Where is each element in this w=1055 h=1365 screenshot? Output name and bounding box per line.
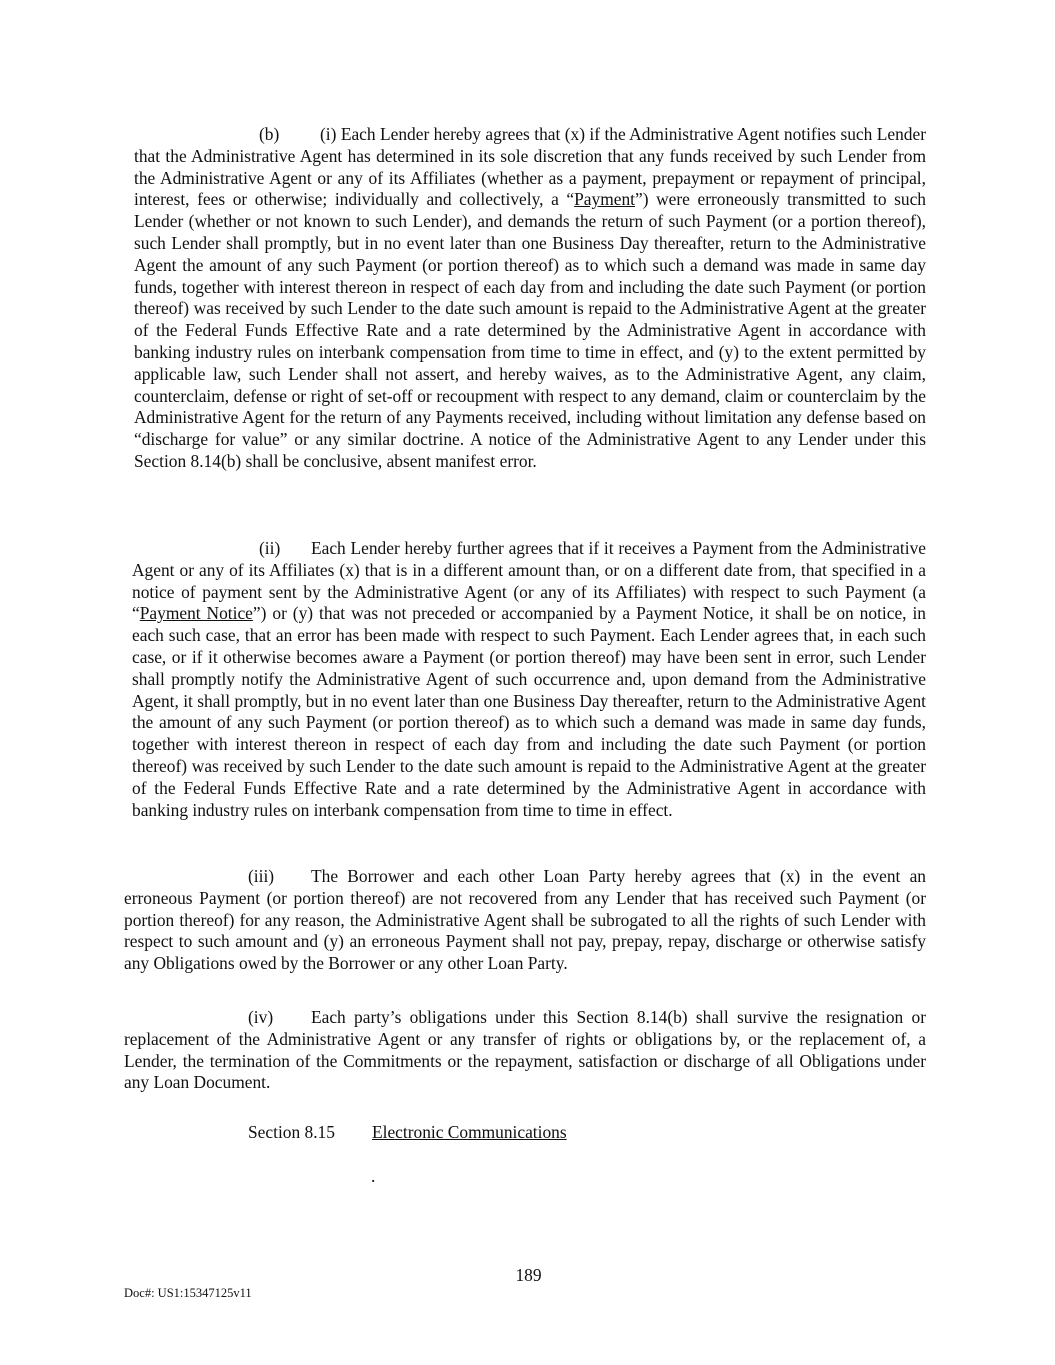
page-number: 189	[515, 1265, 542, 1285]
defined-term-payment-notice: Payment Notice	[139, 603, 253, 624]
paragraph-iii-label: (iii)	[248, 866, 275, 886]
paragraph-ii-text-part2: ”) or (y) that was not preceded or accompanied by a Payment Notice, it shall be on notice, in each such case, that an error has been made with respect to such Payment. Each Lender agrees that, in each such case, or if it otherwise becomes aware a Payment (or portion thereof) may have been sent in error, such Lender shall promptly notify the Administrative Agent of such occurrence and, upon demand from the Administrative Agent, it shall promptly, but in no event later than one Business Day thereafter, return to the Administrative Agent the amount of any such Payment (or portion thereof) as to which such a demand was made in same day funds, together with interest thereon in respect of each day from and including the date such Payment (or portion thereof) was received by such Lender to the date such amount is repaid to the Administrative Agent at the greater of the Federal Funds Effective Rate and a rate determined by the Administrative Agent in accordance with banking industry rules on interbank compensation from time to time in effect.	[132, 603, 927, 820]
section-number: Section 8.15	[248, 1122, 335, 1142]
paragraph-iii-text: The Borrower and each other Loan Party hereby agrees that (x) in the event an erroneous Payment (or portion thereof) are not recovered from any Lender that has received such Payment (or portion thereof) for any reason, the Administrative Agent shall be subrogated to all the rights of such Lender with respect to such amount and (y) an erroneous Payment shall not pay, prepay, repay, discharge or otherwise satisfy any Obligations owed by the Borrower or any other Loan Party.	[124, 866, 926, 974]
paragraph-iv-text: Each party’s obligations under this Section 8.14(b) shall survive the resignation or replacement of the Administrative Agent or any transfer of rights or obligations by, or the replacement of, a Lender, the termination of the Commitments or the repayment, satisfaction or discharge of all Obligations under any Loan Document.	[124, 1007, 926, 1093]
paragraph-ii	[132, 538, 926, 821]
document-id: Doc#: US1:15347125v11	[124, 1286, 252, 1300]
paragraph-b-label: (b)	[259, 124, 280, 144]
paragraph-iv	[124, 1007, 926, 1094]
section-title: Electronic Communications	[372, 1122, 567, 1142]
paragraph-ii-text-part1: Each Lender hereby further agrees that if it receives a Payment from the Administrative Agent or any of its Affiliates (x) that is in a different amount than, or on a different date from, that specified in a notice of payment sent by the Administrative Agent (or any of its Affiliates) with respect to such Payment (a “	[132, 538, 926, 624]
paragraph-ii-label: (ii)	[259, 538, 281, 558]
defined-term-payment: Payment	[574, 189, 635, 210]
paragraph-b-sublabel: (i)	[320, 124, 337, 144]
paragraph-b-text-part2: ”) were erroneously transmitted to such Lender (whether or not known to such Lender), and demands the return of such Payment (or a portion thereof), such Lender shall promptly, but in no event later than one Business Day thereafter, return to the Administrative Agent the amount of any such Payment (or portion thereof) as to which such a demand was made in same day funds, together with interest thereon in respect of each day from and including the date such Payment (or portion thereof) was received by such Lender to the date such amount is repaid to the Administrative Agent at the greater of the Federal Funds Effective Rate and a rate determined by the Administrative Agent in accordance with banking industry rules on interbank compensation from time to time in effect, and (y) to the extent permitted by applicable law, such Lender shall not assert, and hereby waives, as to the Administrative Agent, any claim, counterclaim, defense or right of set-off or recoupment with respect to any demand, claim or counterclaim by the Administrative Agent for the return of any Payments received, including without limitation any defense based on “discharge for value” or any similar doctrine. A notice of the Administrative Agent to any Lender under this Section 8.14(b) shall be conclusive, absent manifest error.	[134, 189, 926, 471]
paragraph-b-text-part1: Each Lender hereby agrees that (x) if the Administrative Agent notifies such Lender that the Administrative Agent has determined in its sole discretion that any funds received by such Lender from the Administrative Agent or any of its Affiliates (whether as a payment, prepayment or repayment of principal, interest, fees or otherwise; individually and collectively, a “	[134, 124, 926, 210]
paragraph-b	[134, 124, 926, 473]
paragraph-iv-label: (iv)	[248, 1007, 274, 1027]
paragraph-iii	[124, 866, 926, 975]
stray-period-mark: .	[371, 1166, 376, 1186]
section-heading	[248, 1122, 567, 1144]
